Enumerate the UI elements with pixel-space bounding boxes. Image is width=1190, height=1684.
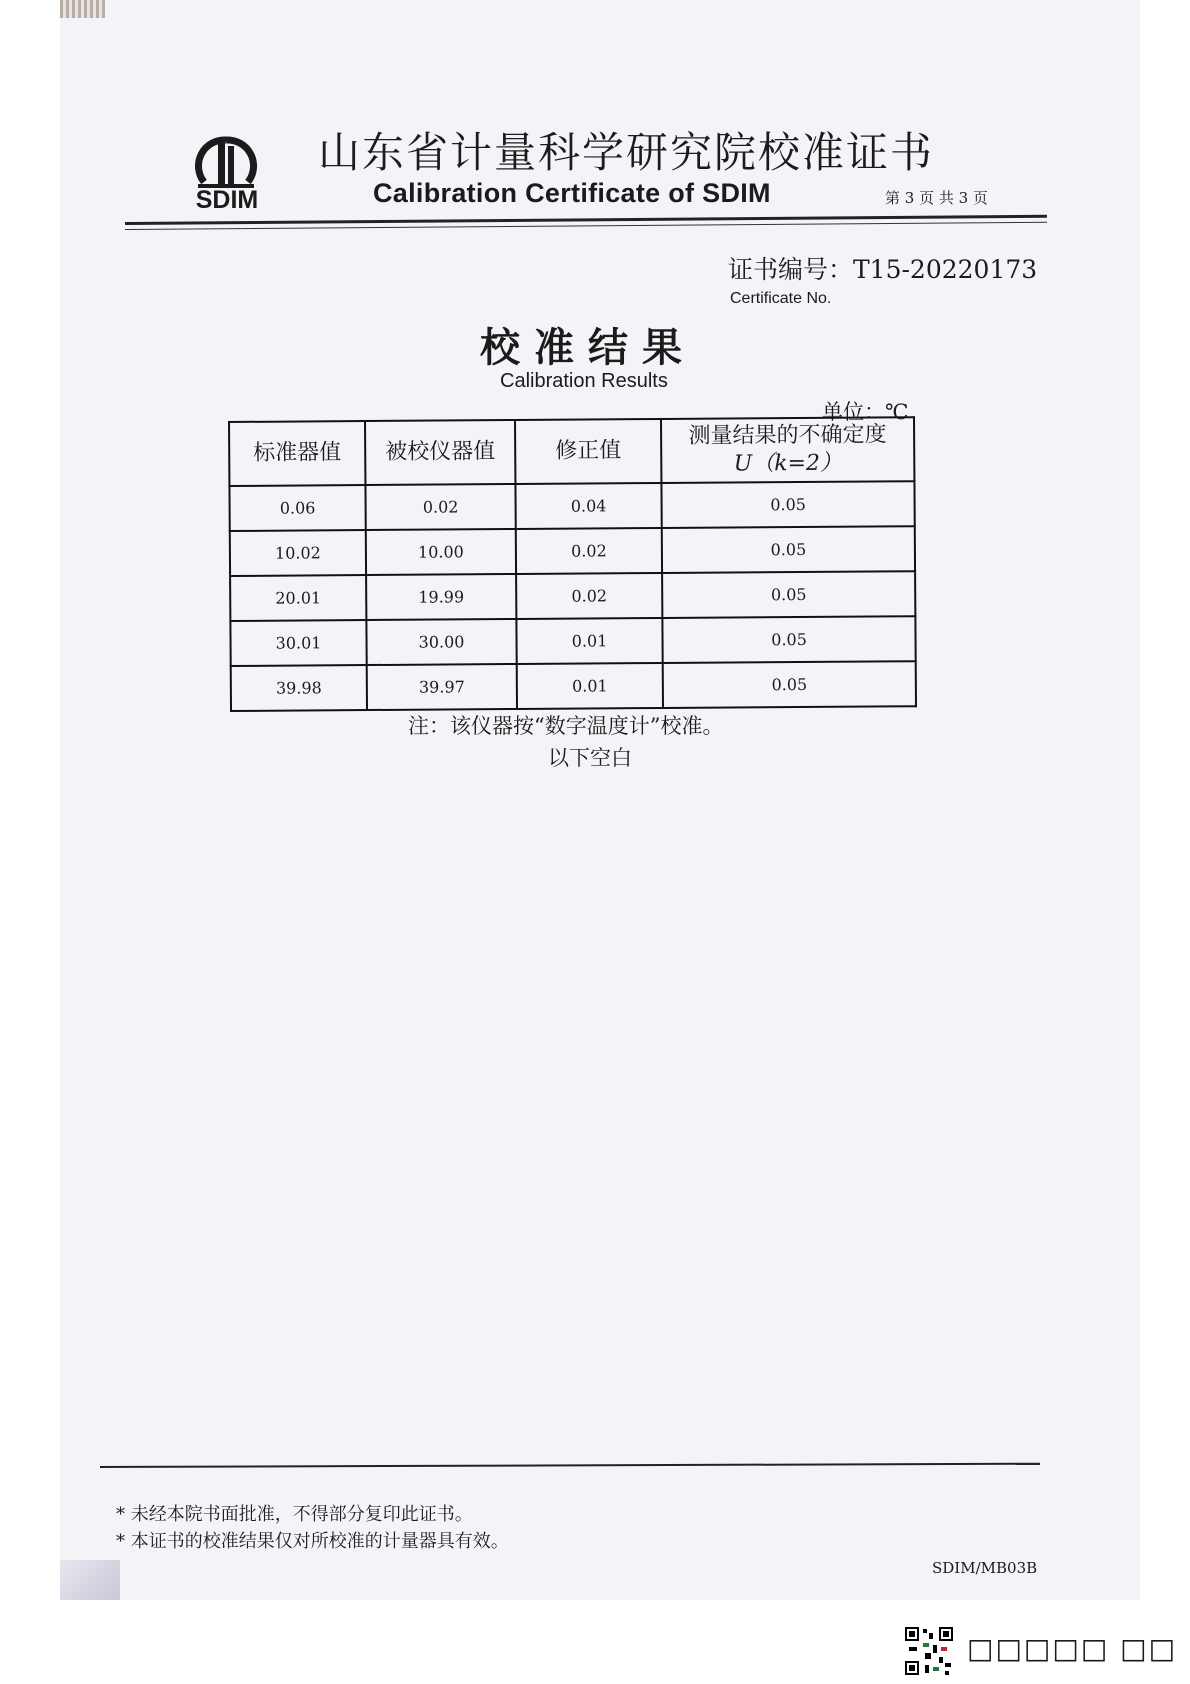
table-row: [230, 616, 915, 666]
section-title-chinese: 校准结果: [480, 324, 696, 371]
header-uncertainty-subheader: U（k=2）: [733, 450, 843, 477]
footer-note-validity: * 本证书的校准结果仅对所校准的计量器具有效。: [116, 1531, 509, 1552]
qr-code-icon: [903, 1625, 955, 1677]
page-number: 第 3 页 共 3 页: [885, 189, 988, 207]
calibration-results-table: [228, 416, 915, 712]
table-cell: 19.99: [366, 574, 516, 620]
table-cell: 20.01: [230, 575, 366, 621]
table-header-row: [229, 417, 914, 486]
table-cell: 10.00: [366, 529, 516, 575]
table-cell: 39.97: [367, 664, 517, 710]
table-cell: 0.02: [516, 573, 662, 619]
table-row: [229, 481, 914, 531]
table-cell: 0.02: [365, 484, 515, 530]
table-cell: 10.02: [230, 530, 366, 576]
header-correction-value: 修正值: [515, 419, 661, 484]
table-cell: 30.01: [230, 620, 366, 666]
table-cell: 0.05: [662, 616, 915, 663]
table-cell: 0.05: [663, 661, 916, 708]
table-cell: 0.01: [517, 663, 663, 709]
logo-text: SDIM: [195, 186, 259, 214]
certificate-paper: [60, 0, 1140, 1600]
table-row: [230, 526, 915, 576]
table-row: [231, 661, 916, 711]
form-code: SDIM/MB03B: [932, 1559, 1038, 1577]
certificate-number: 证书编号：T15-20220173: [728, 255, 1038, 284]
table-cell: 39.98: [231, 665, 367, 711]
header-uncertainty: [661, 417, 914, 483]
header-instrument-value: 被校仪器值: [365, 420, 515, 485]
certificate-title-english: Calibration Certificate of SDIM: [373, 178, 771, 208]
section-title-english: Calibration Results: [500, 370, 668, 392]
calibration-note: 注：该仪器按“数字温度计”校准。: [408, 714, 724, 738]
table-cell: 0.02: [516, 528, 662, 574]
header-uncertainty-label: 测量结果的不确定度: [688, 422, 887, 449]
table-cell: 0.04: [515, 483, 661, 529]
certificate-title-chinese: 山东省计量科学研究院校准证书: [318, 128, 935, 177]
table-cell: 0.05: [662, 571, 915, 618]
blank-below-marker: 以下空白: [548, 746, 632, 770]
footer-note-copy-restriction: * 未经本院书面批准，不得部分复印此证书。: [116, 1504, 473, 1525]
paper-edge-shadow: [60, 1560, 120, 1600]
table-cell: 0.05: [661, 481, 914, 528]
table-row: [230, 571, 915, 621]
table-cell: 30.00: [366, 619, 516, 665]
certificate-number-label-en: Certificate No.: [730, 290, 832, 307]
scan-corner-artifact: [60, 0, 105, 18]
table-cell: 0.06: [229, 485, 365, 531]
table-cell: 0.01: [516, 618, 662, 664]
unit-label: 单位：℃: [822, 400, 909, 424]
header-standard-value: 标准器值: [229, 421, 365, 486]
table-cell: 0.05: [662, 526, 915, 573]
qr-caption: □□□□□ □□: [967, 1632, 1178, 1665]
